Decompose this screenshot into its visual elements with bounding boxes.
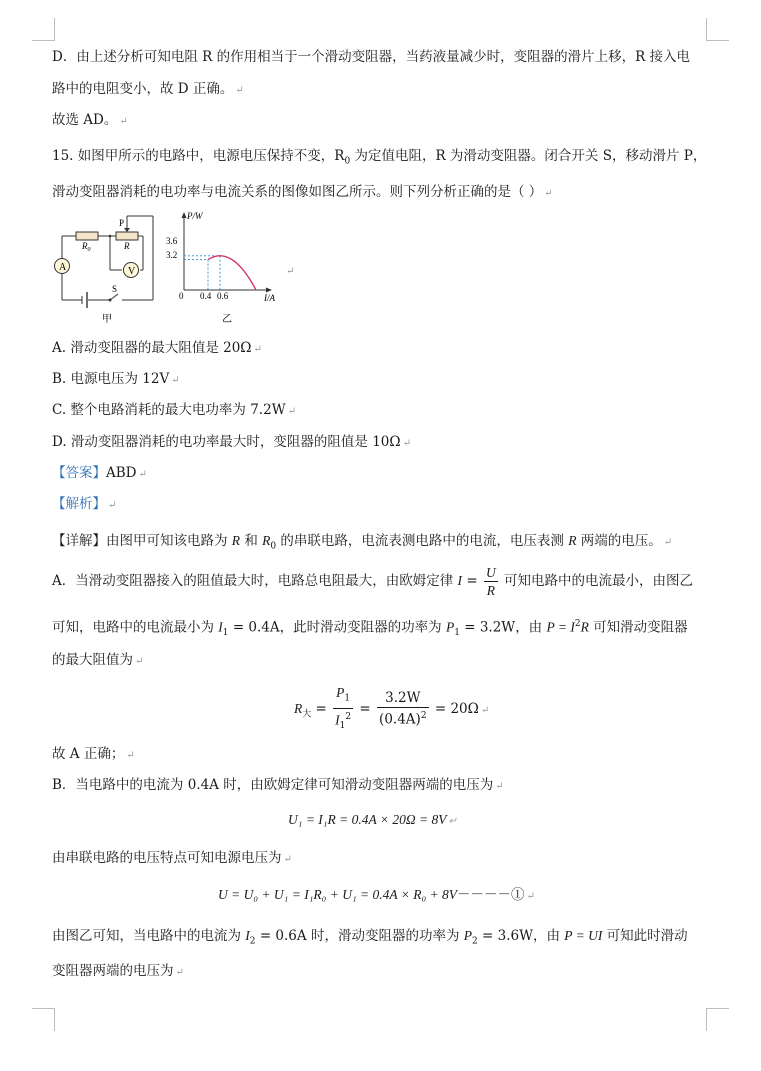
part-b-line-3: 由图乙可知，当电路中的电流为 $I_2 = 0.6A$ 时，滑动变阻器的功率为 $P_2 = 3.6W$，由 P = UI 可知此时滑动 (52, 928, 688, 947)
return-mark: ↵ (286, 266, 295, 277)
circuit-diagram (50, 212, 160, 324)
corner-mark-bottom-left (32, 1008, 55, 1031)
option-c: C. 整个电路消耗的最大电功率为 7.2W ↵ (52, 402, 296, 418)
y-tick-3-2: 3.2 (166, 250, 178, 260)
circuit-caption: 甲 (102, 314, 112, 324)
option-d: D. 滑动变阻器消耗的电功率最大时，变阻器的阻值是 10Ω ↵ (52, 434, 411, 450)
question-15-stem: 15. 如图甲所示的电路中，电源电压保持不变，$R_0$ 为定值电阻，R 为滑动变阻器。闭合开关 S，移动滑片 P， (52, 148, 707, 167)
r-label: R (124, 241, 130, 251)
text-line-d-end: 路中的电阻变小，故 D 正确。 ↵ (52, 81, 244, 97)
corner-mark-top-right (706, 18, 729, 41)
switch-pivot-icon (109, 299, 112, 302)
y-axis-label: P/W (187, 211, 203, 221)
x-tick-0-6: 0.6 (217, 291, 229, 301)
origin-label: 0 (179, 291, 184, 301)
part-b-line-1: B．当电路中的电流为 0.4A 时，由欧姆定律可知滑动变阻器两端的电压为 ↵ (52, 777, 504, 793)
ammeter-label: A (59, 262, 67, 273)
part-b-line-4: 变阻器两端的电压为 ↵ (52, 963, 184, 979)
r0-label: $R_0$ (82, 241, 91, 253)
corner-mark-bottom-right (706, 1008, 729, 1031)
y-tick-3-6: 3.6 (166, 236, 178, 246)
slider-arrow-icon (124, 228, 130, 232)
y-axis-arrow-icon (182, 212, 187, 218)
text-line-d-conclusion: D．由上述分析可知电阻 R 的作用相当于一个滑动变阻器，当药液量减少时，变阻器的滑片上移，R 接入电 (52, 49, 691, 65)
x-axis-label: I/A (264, 293, 275, 303)
equation-supply-voltage: U = U₀ + U₁ = I₁R₀ + U₁ = 0.4A × R₀ + 8V－－－－① ↵ (218, 887, 535, 903)
switch-label: S (112, 284, 118, 294)
slide-rheostat (116, 232, 138, 240)
question-15-stem-2: 滑动变阻器消耗的电功率与电流关系的图像如图乙所示。则下列分析正确的是（ ） ↵ (52, 184, 553, 200)
option-b: B. 电源电压为 12V ↵ (52, 371, 180, 387)
equation-u1: U₁ = I₁R = 0.4A × 20Ω = 8V ↵ (288, 812, 457, 827)
graph-caption: 乙 (222, 314, 232, 325)
x-tick-0-4: 0.4 (200, 291, 212, 301)
corner-mark-top-left (32, 18, 55, 41)
option-a: A. 滑动变阻器的最大阻值是 20Ω ↵ (52, 340, 262, 356)
detail-line: 【详解】由图甲可知该电路为 R 和 $R_0$ 的串联电路，电流表测电路中的电流，电压表测 R 两端的电压。 ↵ (52, 533, 673, 552)
resistor-r0 (76, 232, 98, 240)
analysis-line: 【解析】 ↵ (52, 496, 117, 512)
part-a-line-1: A．当滑动变阻器接入的阻值最大时，电路总电阻最大，由欧姆定律 I = $\frac{U}{R}$ 可知电路中的电流最小，由图乙 (52, 565, 693, 598)
power-current-graph (164, 208, 290, 326)
junction-dot-icon (109, 235, 112, 238)
equation-r-max: $R_大$ = $\frac{P_1}{I_1^2}$ = $\frac{3.2W}{(0.4A)^2}$ = 20Ω ↵ (294, 685, 490, 731)
part-a-line-2: 可知，电路中的电流最小为 $I_1 = 0.4A$，此时滑动变阻器的功率为 $P_1 = 3.2W$，由 $P = I^2R$ 可知滑动变阻器 (52, 619, 688, 639)
part-a-conclusion: 故 A 正确； ↵ (52, 746, 135, 762)
part-a-line-3: 的最大阻值为 ↵ (52, 652, 144, 668)
ohm-law-fraction: $\frac{U}{R}$ (485, 565, 496, 598)
x-axis-arrow-icon (266, 288, 272, 293)
slider-label: P (119, 218, 125, 228)
power-curve (208, 256, 256, 290)
voltmeter-label: V (128, 266, 136, 277)
answer-line: 【答案】ABD ↵ (52, 465, 147, 481)
text-line-select: 故选 AD。 ↵ (52, 112, 128, 128)
part-b-line-2: 由串联电路的电压特点可知电源电压为 ↵ (52, 850, 292, 866)
